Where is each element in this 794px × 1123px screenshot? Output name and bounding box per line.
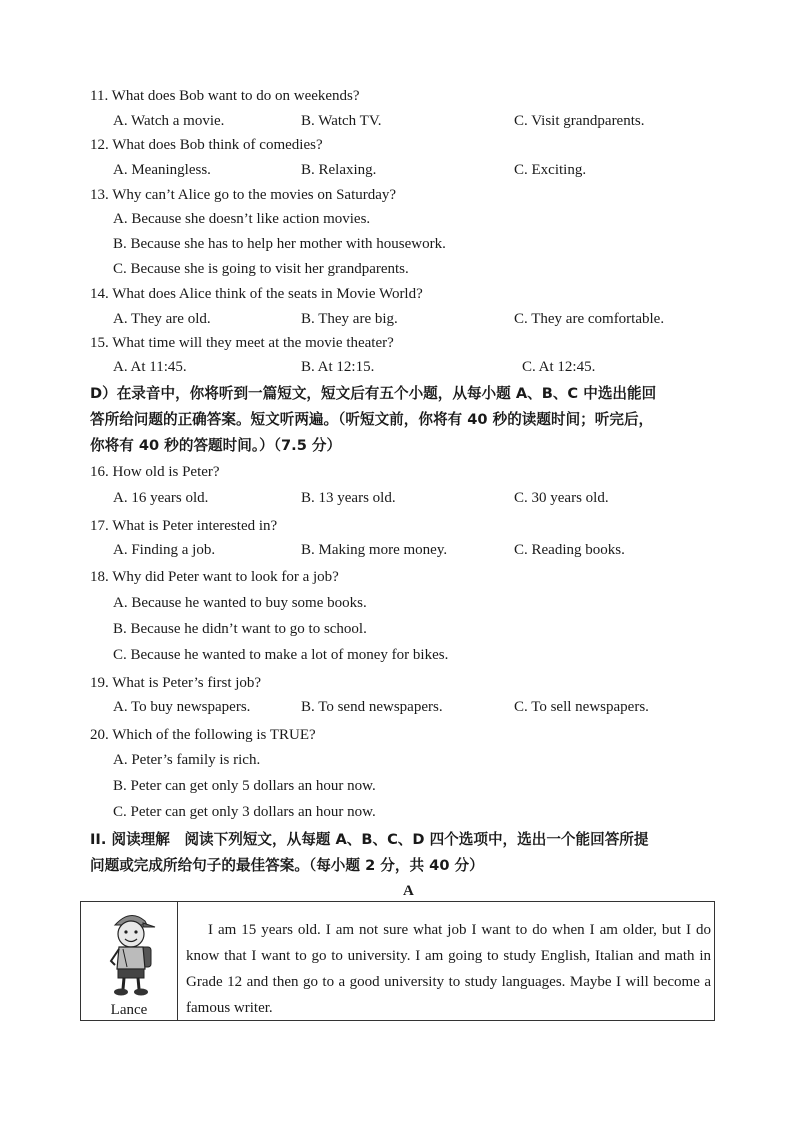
column-divider: [177, 902, 178, 1020]
option-c: C. 30 years old.: [514, 490, 609, 506]
option-a: A. Peter’s family is rich.: [113, 752, 261, 768]
question-text: 17. What is Peter interested in?: [90, 518, 278, 534]
option-c: C. Reading books.: [514, 542, 625, 558]
question-text: 19. What is Peter’s first job?: [90, 675, 262, 691]
boy-cartoon-icon: [103, 907, 159, 997]
option-b: B. Watch TV.: [301, 113, 382, 129]
passage-text: [186, 917, 711, 1021]
question-text: 15. What time will they meet at the movie theater?: [90, 335, 394, 351]
option-c: C. Because he wanted to make a lot of money for bikes.: [113, 647, 449, 663]
option-b: B. To send newspapers.: [301, 699, 443, 715]
section-ii-line-1: II. 阅读理解 阅读下列短文，从每题 A、B、C、D 四个选项中，选出一个能回答所提: [90, 831, 649, 848]
option-a: A. 16 years old.: [113, 490, 209, 506]
option-c: C. Exciting.: [514, 162, 587, 178]
option-c: C. They are comfortable.: [514, 311, 665, 327]
passage-paragraph: I am 15 years old. I am not sure what job I want to do when I am older, but I do know that I want to go to university. I am going to study English, Italian and math in Grade 12 and then go to a good university to study languages. Maybe I will become a famous writer.: [186, 922, 711, 1016]
question-text: 11. What does Bob want to do on weekends?: [90, 88, 360, 104]
option-b: B. At 12:15.: [301, 359, 375, 375]
option-a: A. Because she doesn’t like action movies.: [113, 211, 371, 227]
passage-a-box: [80, 901, 715, 1021]
question-text: 13. Why can’t Alice go to the movies on Saturday?: [90, 187, 397, 203]
option-a: A. Because he wanted to buy some books.: [113, 595, 367, 611]
option-b: B. They are big.: [301, 311, 398, 327]
option-b: B. 13 years old.: [301, 490, 396, 506]
option-c: C. Because she is going to visit her grandparents.: [113, 261, 409, 277]
option-a: A. Watch a movie.: [113, 113, 225, 129]
option-b: B. Relaxing.: [301, 162, 377, 178]
option-a: A. Meaningless.: [113, 162, 211, 178]
option-c: C. Visit grandparents.: [514, 113, 645, 129]
section-d-line-1: D）在录音中，你将听到一篇短文，短文后有五个小题，从每小题 A、B、C 中选出能回: [90, 385, 657, 402]
option-b: B. Peter can get only 5 dollars an hour now.: [113, 778, 376, 794]
question-text: 20. Which of the following is TRUE?: [90, 727, 316, 743]
option-b: B. Because he didn’t want to go to school.: [113, 621, 367, 637]
person-name: Lance: [110, 1002, 148, 1018]
option-a: A. To buy newspapers.: [113, 699, 251, 715]
question-text: 14. What does Alice think of the seats in Movie World?: [90, 286, 423, 302]
question-text: 12. What does Bob think of comedies?: [90, 137, 323, 153]
question-text: 16. How old is Peter?: [90, 464, 220, 480]
section-d-line-3: 你将有 40 秒的答题时间。）（7.5 分）: [90, 437, 342, 454]
option-c: C. To sell newspapers.: [514, 699, 649, 715]
passage-label: A: [403, 883, 414, 899]
section-ii-line-2: 问题或完成所给句子的最佳答案。（每小题 2 分，共 40 分）: [90, 857, 484, 874]
option-a: A. They are old.: [113, 311, 211, 327]
option-c: C. Peter can get only 3 dollars an hour now.: [113, 804, 376, 820]
option-b: B. Because she has to help her mother with housework.: [113, 236, 446, 252]
option-b: B. Making more money.: [301, 542, 448, 558]
section-d-line-2: 答所给问题的正确答案。短文听两遍。（听短文前，你将有 40 秒的读题时间；听完后，: [90, 411, 654, 428]
option-a: A. Finding a job.: [113, 542, 216, 558]
option-c: C. At 12:45.: [522, 359, 596, 375]
option-a: A. At 11:45.: [113, 359, 187, 375]
question-text: 18. Why did Peter want to look for a job?: [90, 569, 339, 585]
